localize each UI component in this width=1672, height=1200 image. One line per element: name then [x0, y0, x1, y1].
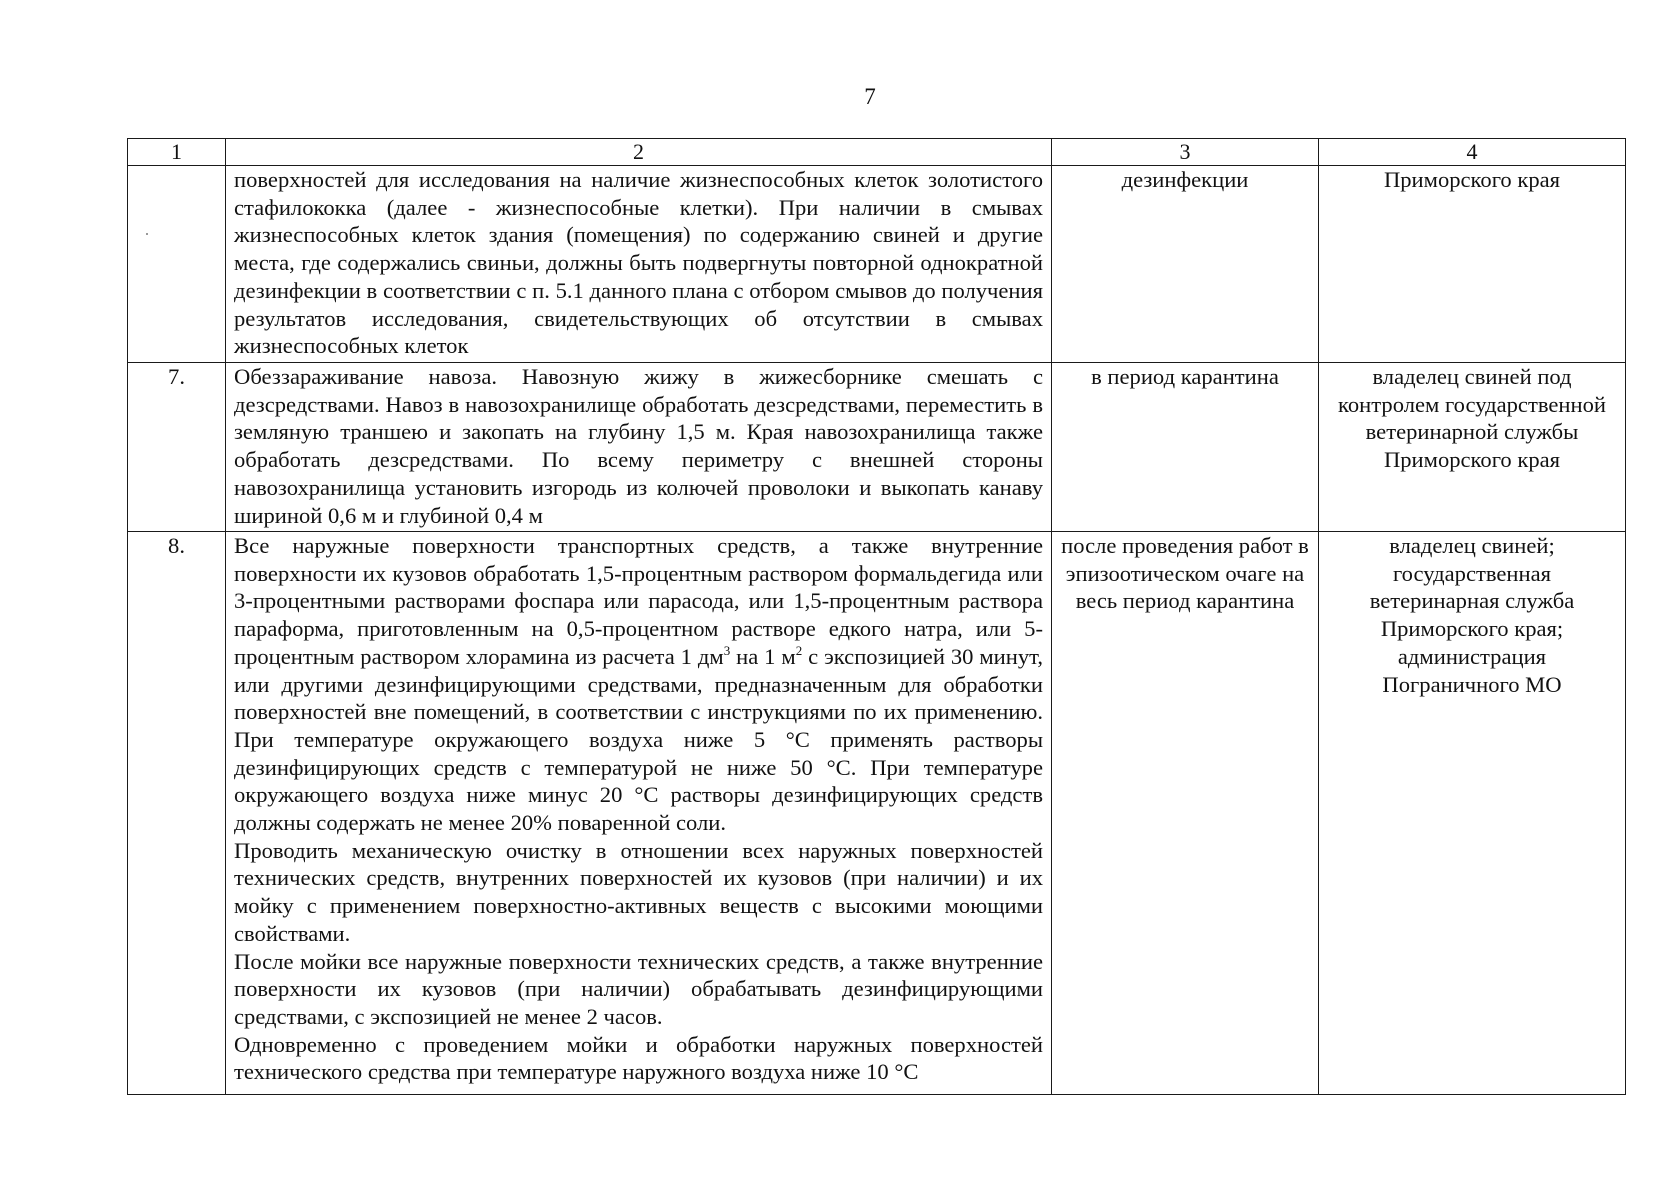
text-fragment: с экспозицией 30 минут, или другими дезинфицирующими средствами, предназначенным для обработки поверхностей вне помещений, в соответствии с инструкциями по их применению. При температуре окружающего воздуха ниже 5 °С применять растворы дезинфицирующих средств с температурой не ниже 50 °С. При температуре окружающего воздуха ниже минус 20 °С растворы дезинфицирующих средств должны содержать не менее 20% поваренной соли.: [234, 643, 1043, 836]
header-cell-1: 1: [128, 139, 226, 166]
table-row: [128, 532, 1626, 1095]
row-action: [226, 532, 1052, 1095]
row-responsible: владелец свиней под контролем государственной ветеринарной службы Приморского края: [1319, 363, 1626, 532]
table-header-row: [128, 139, 1626, 166]
header-cell-4: 4: [1319, 139, 1626, 166]
action-paragraph-4: Одновременно с проведением мойки и обработки наружных поверхностей технического средства при температуре наружного воздуха ниже 10 °С: [234, 1031, 1043, 1085]
text-fragment: Все наружные поверхности транспортных средств, а также внутренние поверхности их кузовов обработать 1,5-процентным раствором формальдегида или 3-процентными растворами фоспара или парасода, или 1,5-процентным раствора параформа, приготовленным на 0,5-процентном растворе едкого натра, или 5-процентным раствором хлорамина из расчета 1 дм: [234, 533, 1043, 669]
row-action: поверхностей для исследования на наличие жизнеспособных клеток золотистого стафилококка (далее - жизнеспособные клетки). При наличии в смывах жизнеспособных клеток здания (помещения) по содержанию свиней и другие места, где содержались свиньи, должны быть подвергнуты повторной однократной дезинфекции в соответствии с п. 5.1 данного плана с отбором смывов до получения результатов исследования, свидетельствующих об отсутствии в смывах жизнеспособных клеток: [226, 166, 1052, 363]
row-number: 7.: [128, 363, 226, 532]
plan-table: [127, 138, 1626, 1095]
table-row: [128, 166, 1626, 363]
table-row: [128, 363, 1626, 532]
row-timing: после проведения работ в эпизоотическом очаге на весь период карантина: [1052, 532, 1319, 1095]
row-responsible: Приморского края: [1319, 166, 1626, 363]
superscript: 2: [795, 642, 803, 658]
superscript: 3: [723, 642, 731, 658]
header-cell-3: 3: [1052, 139, 1319, 166]
row-timing: дезинфекции: [1052, 166, 1319, 363]
page-number: 7: [864, 84, 876, 109]
text-fragment: на 1 м: [730, 643, 796, 669]
header-cell-2: 2: [226, 139, 1052, 166]
row-number: 8.: [128, 532, 226, 1095]
row-timing: в период карантина: [1052, 363, 1319, 532]
row-action: Обеззараживание навоза. Навозную жижу в жижесборнике смешать с дезсредствами. Навоз в навозохранилище обработать дезсредствами, переместить в земляную траншею и закопать на глубину 1,5 м. Края навозохранилища также обработать дезсредствами. По всему периметру с внешней стороны навозохранилища установить изгородь из колючей проволоки и выкопать канаву шириной 0,6 м и глубиной 0,4 м: [226, 363, 1052, 532]
row-number: [128, 166, 226, 363]
row-responsible: владелец свиней; государственная ветеринарная служба Приморского края; администрация Пограничного МО: [1319, 532, 1626, 1095]
action-paragraph-1: [234, 532, 1043, 837]
action-paragraph-2: Проводить механическую очистку в отношении всех наружных поверхностей технических средств, внутренних поверхностей их кузовов (при наличии) и их мойку с применением поверхностно-активных веществ с высокими моющими свойствами.: [234, 837, 1043, 946]
action-paragraph-3: После мойки все наружные поверхности технических средств, а также внутренние поверхности их кузовов (при наличии) обрабатывать дезинфицирующими средствами, с экспозицией не менее 2 часов.: [234, 948, 1043, 1029]
